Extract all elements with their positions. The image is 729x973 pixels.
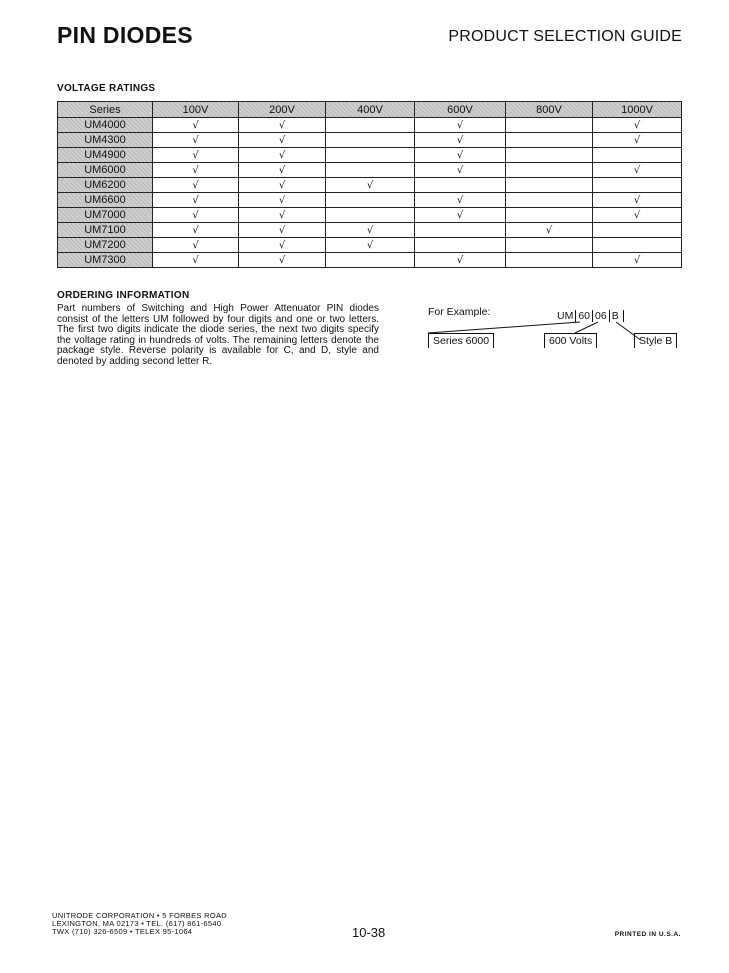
code-series: 60 [575, 310, 592, 322]
empty-cell [415, 178, 506, 193]
table-header-row [58, 102, 682, 118]
empty-cell [506, 193, 593, 208]
check-mark-cell: √ [153, 193, 239, 208]
column-header: 800V [506, 102, 593, 118]
check-mark-cell: √ [239, 208, 326, 223]
empty-cell [506, 163, 593, 178]
empty-cell [506, 178, 593, 193]
column-header: 100V [153, 102, 239, 118]
empty-cell [415, 238, 506, 253]
empty-cell [326, 118, 415, 133]
table-row [58, 223, 682, 238]
check-mark-cell: √ [506, 223, 593, 238]
series-cell: UM7000 [58, 208, 153, 223]
check-mark-cell: √ [239, 163, 326, 178]
series-connector-line [428, 322, 580, 333]
check-mark-cell: √ [415, 148, 506, 163]
voltage-ratings-heading: VOLTAGE RATINGS [57, 83, 156, 94]
check-mark-cell: √ [153, 253, 239, 268]
empty-cell [326, 163, 415, 178]
check-mark-cell: √ [153, 118, 239, 133]
page-subtitle: PRODUCT SELECTION GUIDE [448, 28, 682, 45]
empty-cell [326, 133, 415, 148]
page-number: 10-38 [352, 925, 386, 940]
check-mark-cell: √ [153, 163, 239, 178]
empty-cell [593, 178, 682, 193]
check-mark-cell: √ [153, 223, 239, 238]
volts-connector-line [575, 322, 598, 333]
example-label: For Example: [428, 306, 491, 318]
empty-cell [326, 253, 415, 268]
check-mark-cell: √ [415, 253, 506, 268]
code-voltage: 06 [592, 310, 609, 322]
series-cell: UM7100 [58, 223, 153, 238]
ordering-information-heading: ORDERING INFORMATION [57, 290, 190, 301]
page-title: PIN DIODES [57, 22, 193, 48]
address-line: TWX (710) 326-6509 • TELEX 95-1064 [52, 927, 193, 937]
company-address [52, 912, 227, 937]
check-mark-cell: √ [326, 223, 415, 238]
series-box: Series 6000 [428, 333, 494, 348]
table-row [58, 148, 682, 163]
check-mark-cell: √ [415, 118, 506, 133]
column-header: 400V [326, 102, 415, 118]
check-mark-cell: √ [153, 178, 239, 193]
table-row [58, 193, 682, 208]
empty-cell [593, 223, 682, 238]
check-mark-cell: √ [153, 148, 239, 163]
series-cell: UM4300 [58, 133, 153, 148]
series-cell: UM7300 [58, 253, 153, 268]
check-mark-cell: √ [415, 208, 506, 223]
check-mark-cell: √ [239, 193, 326, 208]
check-mark-cell: √ [326, 238, 415, 253]
check-mark-cell: √ [415, 193, 506, 208]
series-cell: UM4900 [58, 148, 153, 163]
series-cell: UM6200 [58, 178, 153, 193]
ordering-information-text: Part numbers of Switching and High Power Attenuator PIN diodes consist of the letters UM followed by four digits and one or two letters. The first two digits indicate the diode series, the next two digits specify the voltage rating in hundreds of volts. The remaining letters denote the package style. Reverse polarity is available for C, and D, style and denoted by adding second letter R. [57, 303, 379, 367]
empty-cell [326, 148, 415, 163]
empty-cell [326, 193, 415, 208]
empty-cell [506, 253, 593, 268]
check-mark-cell: √ [593, 253, 682, 268]
empty-cell [415, 223, 506, 238]
volts-box: 600 Volts [544, 333, 597, 348]
check-mark-cell: √ [239, 223, 326, 238]
column-header: 200V [239, 102, 326, 118]
check-mark-cell: √ [239, 133, 326, 148]
empty-cell [593, 148, 682, 163]
check-mark-cell: √ [153, 208, 239, 223]
check-mark-cell: √ [153, 238, 239, 253]
code-prefix: UM [557, 310, 574, 322]
check-mark-cell: √ [153, 133, 239, 148]
check-mark-cell: √ [593, 133, 682, 148]
check-mark-cell: √ [239, 238, 326, 253]
column-header: Series [58, 102, 153, 118]
printed-in-usa: PRINTED IN U.S.A. [614, 931, 681, 938]
address-line: LEXINGTON, MA 02173 • TEL. (617) 861-6540 [52, 919, 222, 929]
table-row [58, 118, 682, 133]
empty-cell [506, 238, 593, 253]
empty-cell [506, 118, 593, 133]
series-cell: UM6600 [58, 193, 153, 208]
style-box: Style B [634, 333, 677, 348]
check-mark-cell: √ [239, 148, 326, 163]
table-row [58, 253, 682, 268]
check-mark-cell: √ [593, 163, 682, 178]
address-line: UNITRODE CORPORATION • 5 FORBES ROAD [52, 911, 227, 920]
check-mark-cell: √ [593, 193, 682, 208]
table-row [58, 178, 682, 193]
table-row [58, 163, 682, 178]
empty-cell [326, 208, 415, 223]
check-mark-cell: √ [415, 133, 506, 148]
check-mark-cell: √ [593, 118, 682, 133]
check-mark-cell: √ [593, 208, 682, 223]
table-row [58, 208, 682, 223]
series-cell: UM4000 [58, 118, 153, 133]
empty-cell [506, 208, 593, 223]
series-cell: UM7200 [58, 238, 153, 253]
table-row [58, 133, 682, 148]
empty-cell [506, 148, 593, 163]
check-mark-cell: √ [415, 163, 506, 178]
check-mark-cell: √ [239, 178, 326, 193]
voltage-ratings-table [57, 101, 682, 268]
code-style: B [609, 310, 624, 322]
table-row [58, 238, 682, 253]
column-header: 600V [415, 102, 506, 118]
check-mark-cell: √ [326, 178, 415, 193]
column-header: 1000V [593, 102, 682, 118]
series-cell: UM6000 [58, 163, 153, 178]
empty-cell [593, 238, 682, 253]
check-mark-cell: √ [239, 253, 326, 268]
empty-cell [506, 133, 593, 148]
check-mark-cell: √ [239, 118, 326, 133]
